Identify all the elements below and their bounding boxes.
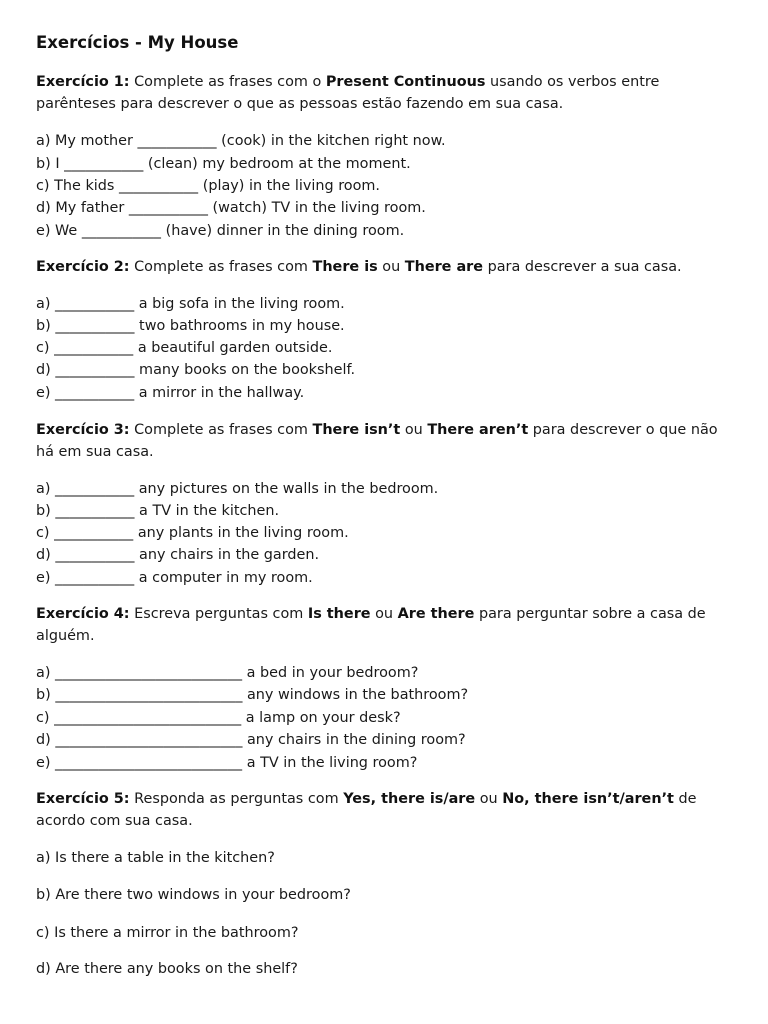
exercise-2-item: b) ___________ two bathrooms in my house.	[36, 318, 345, 334]
exercise-4-item: c) __________________________ a lamp on your desk?	[36, 710, 401, 726]
exercise-1-item: e) We ___________ (have) dinner in the dining room.	[36, 223, 405, 239]
exercise-4-item: e) __________________________ a TV in the living room?	[36, 755, 418, 771]
exercise-1-item: c) The kids ___________ (play) in the living room.	[36, 178, 380, 194]
exercise-3-instruction: Exercício 3: Complete as frases com There isn’t ou There aren’t para descrever o que não há em sua casa.	[36, 422, 718, 461]
exercise-1-instruction: Exercício 1: Complete as frases com o Present Continuous usando os verbos entre parênteses para descrever o que as pessoas estão fazendo em sua casa.	[36, 74, 660, 113]
exercise-2-item: a) ___________ a big sofa in the living room.	[36, 296, 345, 312]
exercise-4-item: b) __________________________ any windows in the bathroom?	[36, 687, 469, 703]
exercise-4-label: Exercício 4:	[36, 606, 130, 622]
exercise-5-question: d) Are there any books on the shelf?	[36, 961, 298, 977]
exercise-3-label: Exercício 3:	[36, 422, 130, 438]
exercise-2-item: e) ___________ a mirror in the hallway.	[36, 385, 305, 401]
exercise-5-question: b) Are there two windows in your bedroom?	[36, 887, 351, 903]
exercise-5-question: a) Is there a table in the kitchen?	[36, 850, 275, 866]
exercise-1-item: a) My mother ___________ (cook) in the kitchen right now.	[36, 133, 446, 149]
exercise-1-item: d) My father ___________ (watch) TV in the living room.	[36, 200, 426, 216]
exercise-2-instruction: Exercício 2: Complete as frases com There is ou There are para descrever a sua casa.	[36, 259, 682, 275]
exercise-3-item: c) ___________ any plants in the living room.	[36, 525, 349, 541]
exercise-1-label: Exercício 1:	[36, 74, 130, 90]
exercise-3-item: d) ___________ any chairs in the garden.	[36, 547, 320, 563]
exercise-4-item: a) __________________________ a bed in your bedroom?	[36, 665, 419, 681]
exercise-2-item: c) ___________ a beautiful garden outside.	[36, 340, 333, 356]
exercise-5-label: Exercício 5:	[36, 791, 130, 807]
exercise-5-instruction: Exercício 5: Responda as perguntas com Yes, there is/are ou No, there isn’t/aren’t de acordo com sua casa.	[36, 791, 697, 830]
exercise-2-label: Exercício 2:	[36, 259, 130, 275]
exercise-3-item: a) ___________ any pictures on the walls in the bedroom.	[36, 481, 439, 497]
exercise-4-instruction: Exercício 4: Escreva perguntas com Is there ou Are there para perguntar sobre a casa de alguém.	[36, 606, 706, 645]
exercise-4-item: d) __________________________ any chairs in the dining room?	[36, 732, 466, 748]
exercise-2-item: d) ___________ many books on the bookshelf.	[36, 362, 356, 378]
exercise-5-question: c) Is there a mirror in the bathroom?	[36, 925, 299, 941]
page-title: Exercícios - My House	[36, 33, 239, 52]
exercise-3-item: e) ___________ a computer in my room.	[36, 570, 313, 586]
exercise-1-item: b) I ___________ (clean) my bedroom at the moment.	[36, 156, 411, 172]
exercise-3-item: b) ___________ a TV in the kitchen.	[36, 503, 280, 519]
